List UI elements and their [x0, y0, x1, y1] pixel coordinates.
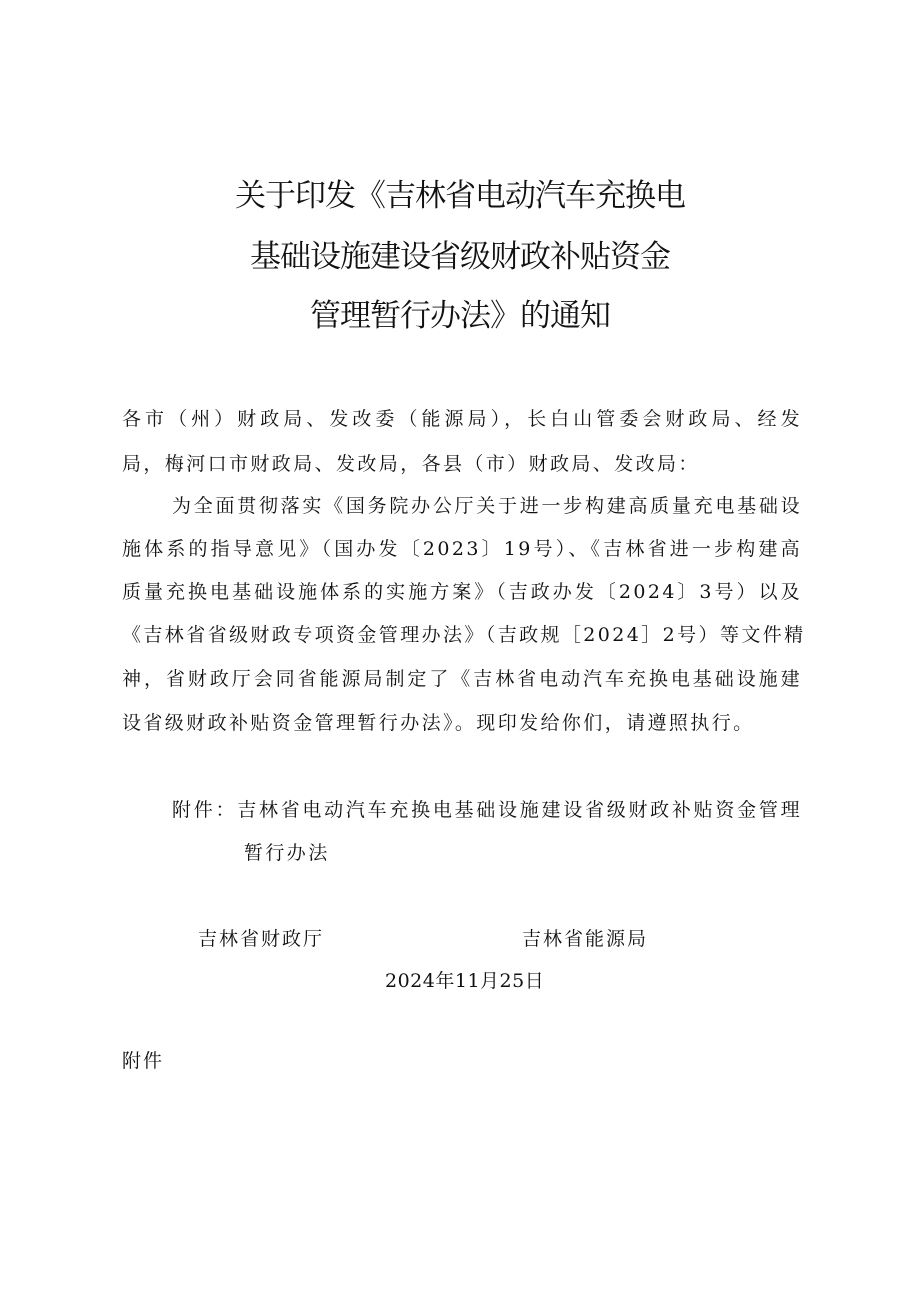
signatory-right: 吉林省能源局 [522, 928, 649, 950]
body-line-5: 神，省财政厅会同省能源局制定了《吉林省电动汽车充换电基础设施建 [122, 668, 802, 690]
addressee-line-2: 局，梅河口市财政局、发改局，各县（市）财政局、发改局： [122, 453, 700, 475]
body-line-3: 质量充换电基础设施体系的实施方案》（吉政办发〔2024〕3号）以及 [122, 581, 802, 603]
issue-date: 2024年11月25日 [385, 970, 545, 992]
body-line-4: 《吉林省省级财政专项资金管理办法》（吉政规［2024］2号）等文件精 [122, 624, 806, 646]
attachment-line-1: 附件：吉林省电动汽车充换电基础设施建设省级财政补贴资金管理 [172, 799, 802, 821]
attachment-line-2: 暂行办法 [244, 842, 330, 864]
signatory-left: 吉林省财政厅 [198, 928, 325, 950]
document-title-line-2: 基础设施建设省级财政补贴资金 [250, 239, 670, 275]
document-title-line-1: 关于印发《吉林省电动汽车充换电 [235, 178, 685, 214]
addressee-line-1: 各市（州）财政局、发改委（能源局），长白山管委会财政局、经发 [122, 408, 802, 430]
document-title-line-3: 管理暂行办法》的通知 [310, 298, 610, 334]
body-line-6: 设省级财政补贴资金管理暂行办法》。现印发给你们，请遵照执行。 [122, 712, 755, 734]
body-line-1: 为全面贯彻落实《国务院办公厅关于进一步构建高质量充电基础设 [172, 495, 802, 517]
attachment-footer-label: 附件 [122, 1050, 165, 1072]
body-line-2: 施体系的指导意见》（国办发〔2023〕19号）、《吉林省进一步构建高 [122, 538, 802, 560]
